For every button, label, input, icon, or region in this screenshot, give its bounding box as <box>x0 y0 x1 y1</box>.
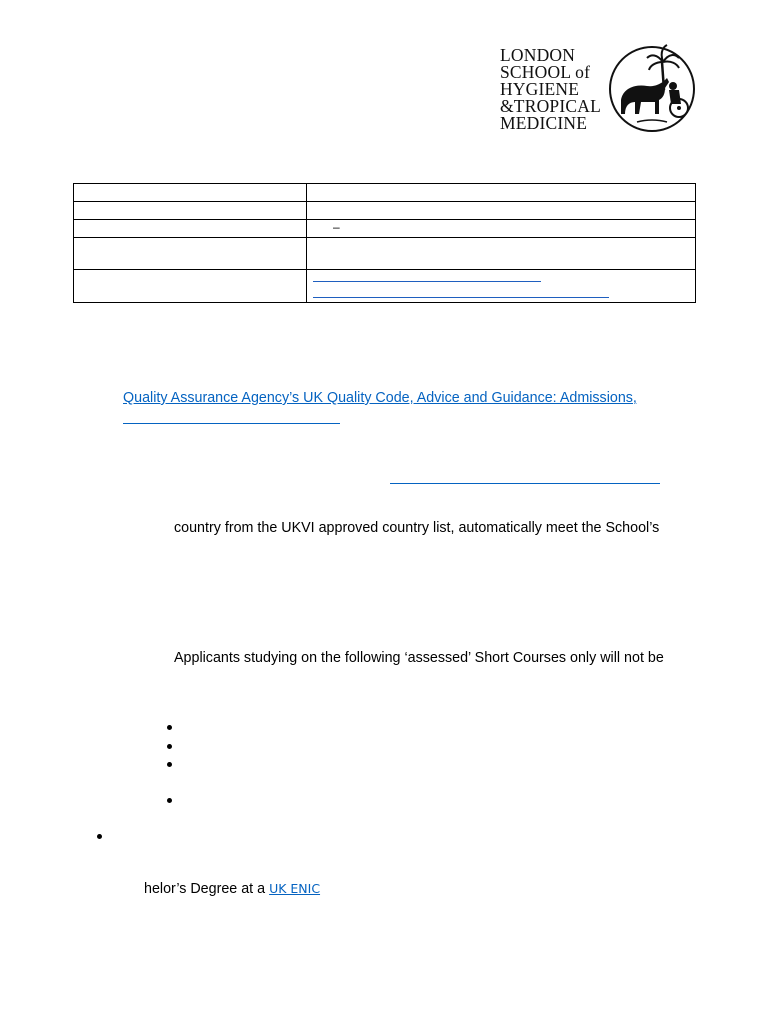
table-cell <box>74 238 307 270</box>
table-cell <box>307 184 696 202</box>
seal-icon <box>607 42 697 132</box>
table-link-2[interactable] <box>313 297 609 298</box>
table-cell <box>74 220 307 238</box>
bullet-point <box>167 762 172 767</box>
lshtm-logo <box>500 42 700 134</box>
logo-line-2: SCHOOL of <box>500 62 591 82</box>
bullet-point <box>167 725 172 730</box>
table-row <box>74 270 696 303</box>
table-cell <box>307 202 696 220</box>
bullet-point <box>97 834 102 839</box>
table-cell <box>307 238 696 270</box>
dash-mark: – <box>333 220 340 234</box>
table-cell <box>74 202 307 220</box>
bachelor-paragraph <box>144 881 320 897</box>
bullet-point <box>167 744 172 749</box>
short-courses-paragraph: Applicants studying on the following ‘assessed’ Short Courses only will not be <box>174 650 664 666</box>
table-cell <box>74 184 307 202</box>
table-cell <box>74 270 307 303</box>
logo-line-1: LONDON <box>500 45 576 65</box>
table-row <box>74 202 696 220</box>
country-paragraph: country from the UKVI approved country list, automatically meet the School’s <box>174 520 660 536</box>
table-row <box>74 184 696 202</box>
logo-line-3: HYGIENE <box>500 79 580 99</box>
bachelor-text: helor’s Degree at a <box>144 881 266 897</box>
uk-enic-link[interactable]: UK ENIC <box>269 881 321 896</box>
ukvi-list-link[interactable] <box>390 483 660 484</box>
table-row <box>74 220 696 238</box>
bullet-point <box>167 798 172 803</box>
table-link-1[interactable] <box>313 281 541 282</box>
qaa-link-continuation[interactable] <box>123 423 340 424</box>
table-row <box>74 238 696 270</box>
logo-line-5: MEDICINE <box>500 113 588 133</box>
document-info-table <box>73 183 696 303</box>
qaa-quality-code-link[interactable]: Quality Assurance Agency’s UK Quality Code, Advice and Guidance: Admissions, <box>123 390 637 406</box>
table-cell <box>307 270 696 303</box>
logo-line-4: &TROPICAL <box>500 96 601 116</box>
table-cell <box>307 220 696 238</box>
